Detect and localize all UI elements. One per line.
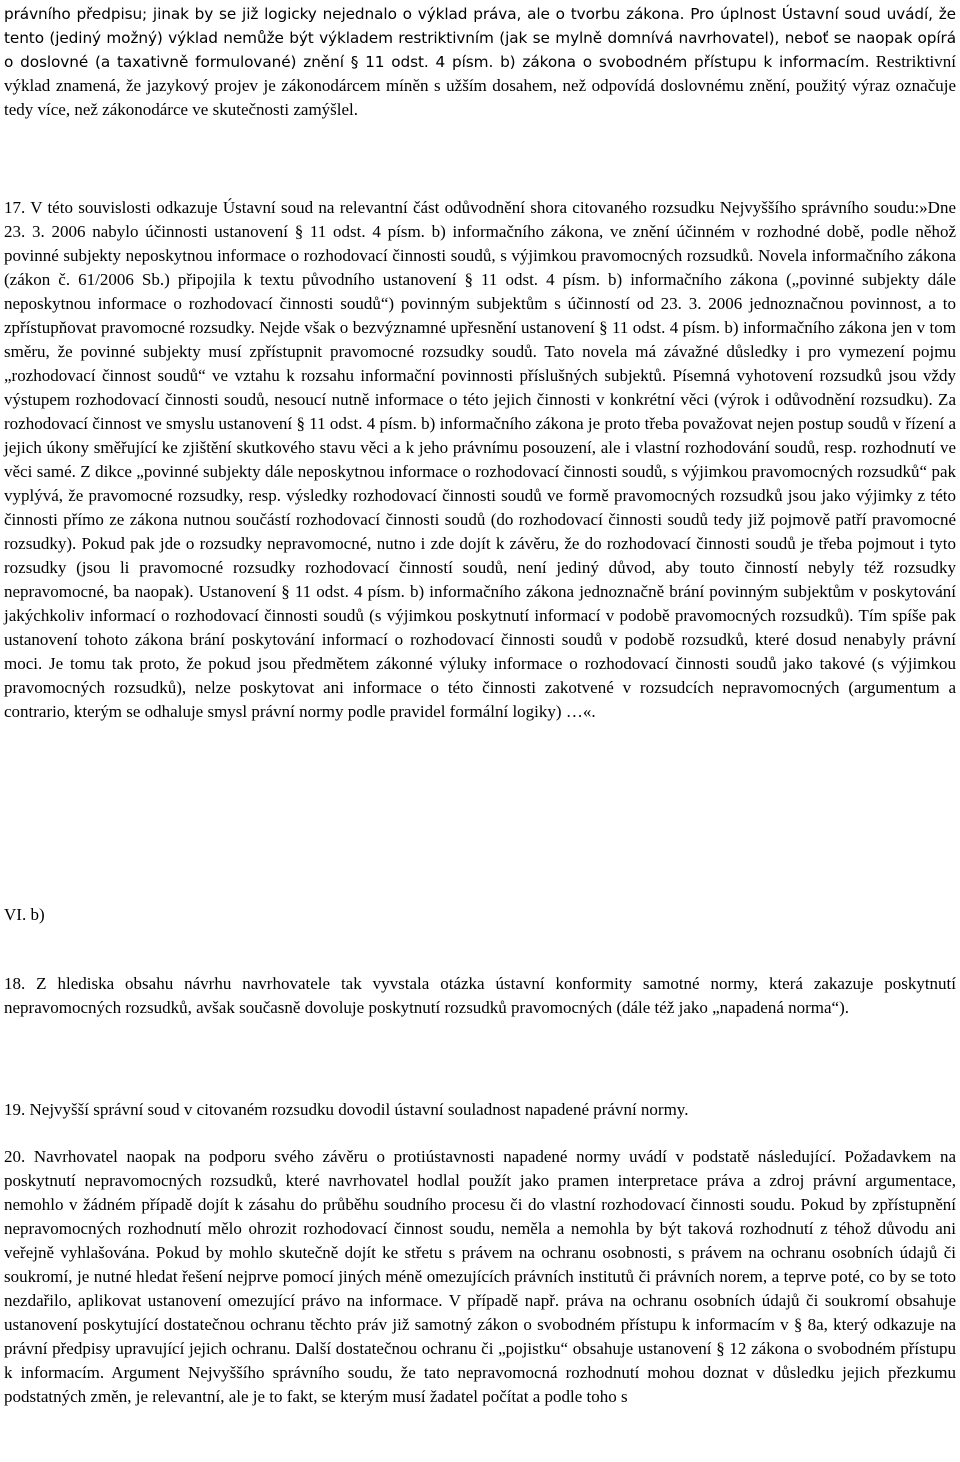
paragraph-20: 20. Navrhovatel naopak na podporu svého závěru o protiústavnosti napadené normy uvádí v podstatě následující. Požadavkem na poskytnutí nepravomocných rozsudků, které navrhovatel hodlal použít jako pramen interpretace práva a zdroj právní argumentace, nemohlo v žádném případě dojít k zásahu do průběhu soudního procesu či do vlastní rozhodovací činnosti soudu. Pokud by zpřístupnění nepravomocných rozhodnutí mělo ohrozit rozhodovací činnost soudu, neměla a nemohla by být taková rozhodnutí z téhož důvodu ani veřejně vyhlašována. Pokud by mohlo skutečně dojít ke střetu s právem na ochranu osobnosti, s právem na ochranu osobních údajů či soukromí, je nutné hledat řešení nejprve pomocí jiných méně omezujících právních institutů či právních norem, a teprve poté, co by se toto nezdařilo, aplikovat ustanovení omezující právo na informace. V případě např. práva na ochranu osobních údajů či soukromí obsahuje ustanovení poskytující dostatečnou ochranu těchto práv již samotný zákon o svobodném přístupu k informacím v § 8a, který odkazuje na právní předpisy upravující jejich ochranu. Další dostatečnou ochranu či „pojistku“ obsahuje ustanovení § 12 zákona o svobodném přístupu k informacím. Argument Nejvyššího správního soudu, že tato nepravomocná rozhodnutí mohou doznat v důsledku jejich přezkumu podstatných změn, je relevantní, ale je to fakt, se kterým musí žadatel počítat a podle toho s: [4, 1147, 956, 1406]
paragraph-17: 17. V této souvislosti odkazuje Ústavní soud na relevantní část odůvodnění shora citovaného rozsudku Nejvyššího správního soudu:»Dne 23. 3. 2006 nabylo účinnosti ustanovení § 11 odst. 4 písm. b) informačního zákona, ve znění účinném v rozhodné době, podle něhož povinné subjekty neposkytnou informace o rozhodovací činnosti soudů, s výjimkou pravomocných rozsudků. Novela informačního zákona (zákon č. 61/2006 Sb.) připojila k textu původního ustanovení § 11 odst. 4 písm. b) informačního zákona („povinné subjekty dále neposkytnou informace o rozhodovací činnosti soudů“) povinným subjektům s účinností od 23. 3. 2006 jednoznačnou povinnost, a to zpřístupňovat pravomocné rozsudky. Nejde však o bezvýznamné upřesnění ustanovení § 11 odst. 4 písm. b) informačního zákona jen v tom směru, že povinné subjekty musí zpřístupnit pravomocné rozsudky soudů. Tato novela má závažné důsledky i pro vymezení pojmu „rozhodovací činnost soudů“ ve vztahu k rozsahu informační povinnosti příslušných subjektů. Písemná vyhotovení rozsudků jsou vždy výstupem rozhodovací činnosti soudů, nesoucí nutně informace o této jejich činnosti v konkrétní věci (výrok i odůvodnění rozsudku). Za rozhodovací činnost ve smyslu ustanovení § 11 odst. 4 písm. b) informačního zákona je proto třeba považovat nejen postup soudů v řízení a jejich úkony směřující ke zjištění skutkového stavu věci a k jeho právnímu posouzení, ale i vlastní rozhodování soudů, resp. rozhodnutí ve věci samé. Z dikce „povinné subjekty dále neposkytnou informace o rozhodovací činnosti soudů, s výjimkou pravomocných rozsudků“ pak vyplývá, že pravomocné rozsudky, resp. výsledky rozhodovací činnosti soudů ve formě pravomocných rozsudků jsou jako výjimky z této činnosti přímo ze zákona nutnou součástí rozhodovací činnosti soudů (do rozhodovací činnosti soudů tedy již pojmově patří pravomocné rozsudky). Pokud pak jde o rozsudky nepravomocné, nutno i zde dojít k závěru, že do rozhodovací činnosti soudů je třeba pojmout i tyto rozsudky (jsou li pravomocné rozsudky rozhodovací činností soudů, není jediný důvod, aby touto činností nebyly též rozsudky nepravomocné, ba naopak). Ustanovení § 11 odst. 4 písm. b) informačního zákona jednoznačně brání povinným subjektům v poskytování jakýchkoliv informací o rozhodovací činnosti soudů (s výjimkou poskytnutí informací v podobě pravomocných rozsudků). Tím spíše pak ustanovení tohoto zákona brání poskytování informací o rozhodovací činnosti soudů v podobě rozsudků, které dosud nenabyly právní moci. Je tomu tak proto, že pokud jsou předmětem zákonné výluky informace o rozhodovací činnosti soudů jako takové (s výjimkou pravomocných rozsudků), nelze poskytovat ani informace o této činnosti zakotvené v rozsudcích nepravomocných (argumentum a contrario, kterým se odhaluje smysl právní normy podle pravidel formální logiky) …«.: [4, 198, 956, 721]
paragraph-18: 18. Z hlediska obsahu návrhu navrhovatele tak vyvstala otázka ústavní konformity samotné normy, která zakazuje poskytnutí nepravomocných rozsudků, avšak současně dovoluje poskytnutí rozsudků pravomocných (dále též jako „napadená norma“).: [4, 974, 956, 1017]
section-heading-vi-b: VI. b): [4, 905, 45, 924]
paragraph-continuation-part-1: právního předpisu; jinak by se již logicky nejednalo o výklad práva, ale o tvorbu zákona. Pro úplnost Ústavní soud uvádí, že tento (jediný možný) výklad nemůže být výkladem restriktivním (jak se mylně domnívá navrhovatel), neboť se naopak opírá o doslovné (a taxativně formulované) znění § 11 odst. 4 písm. b) zákona o svobodném přístupu k informacím.: [4, 5, 956, 71]
paragraph-continuation: [4, 2, 956, 122]
paragraph-continuation-part-2: Restriktivní výklad znamená, že jazykový projev je zákonodárcem míněn s užším dosahem, než odpovídá doslovnému znění, použitý výraz označuje tedy více, než zákonodárce ve skutečnosti zamýšlel.: [4, 52, 956, 119]
paragraph-19: 19. Nejvyšší správní soud v citovaném rozsudku dovodil ústavní souladnost napadené právní normy.: [4, 1100, 689, 1119]
